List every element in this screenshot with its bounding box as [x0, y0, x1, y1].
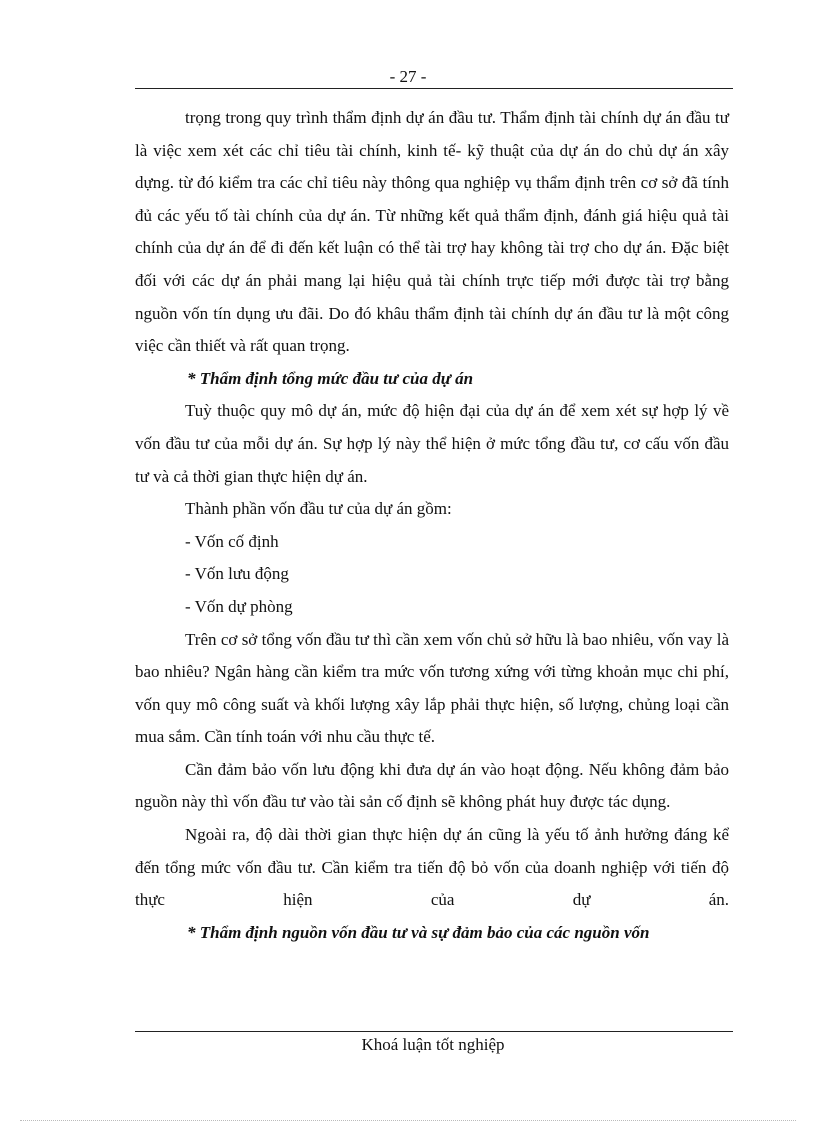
footer-rule — [135, 1031, 733, 1032]
page-number: - 27 - — [389, 67, 427, 86]
paragraph-3: Thành phần vốn đầu tư của dự án gồm: — [185, 499, 452, 519]
page-body — [135, 102, 729, 949]
paragraph-4: Trên cơ sở tổng vốn đầu tư thì cần xem vốn chủ sở hữu là bao nhiêu, vốn vay là bao nhiêu? Ngân hàng cần kiểm tra mức vốn tương xứng với từng khoản mục chi phí, vốn quy mô công suất và khối lượng xây lắp phải thực hiện, số lượng, chủng loại cần mua sắm. Cần tính toán với nhu cầu thực tế. — [135, 629, 729, 747]
paragraph-5: Cần đảm bảo vốn lưu động khi đưa dự án vào hoạt động. Nếu không đảm bảo nguồn này thì vốn đầu tư vào tài sản cố định sẽ không phát huy được tác dụng. — [135, 759, 729, 812]
paragraph-1: trọng trong quy trình thẩm định dự án đầu tư. Thẩm định tài chính dự án đầu tư là việc xem xét các chỉ tiêu tài chính, kinh tế- kỹ thuật của dự án do chủ dự án xây dựng. từ đó kiểm tra các chỉ tiêu này thông qua nghiệp vụ thẩm định trên cơ sở đã tính đủ các yếu tố tài chính của dự án. Từ những kết quả thẩm định, đánh giá hiệu quả tài chính của dự án để đi đến kết luận có thể tài trợ hay không tài trợ cho dự án. Đặc biệt đối với các dự án phải mang lại hiệu quả tài chính trực tiếp mới được tài trợ bằng nguồn vốn tín dụng ưu đãi. Do đó khâu thẩm định tài chính dự án đầu tư là một công việc cần thiết và rất quan trọng. — [135, 108, 729, 356]
section-heading-capital-sources: * Thẩm định nguồn vốn đầu tư và sự đảm bảo của các nguồn vốn — [187, 922, 650, 942]
footer-label: Khoá luận tốt nghiệp — [361, 1035, 505, 1054]
paragraph-2: Tuỳ thuộc quy mô dự án, mức độ hiện đại của dự án để xem xét sự hợp lý về vốn đầu tư của mỗi dự án. Sự hợp lý này thể hiện ở mức tổng đầu tư, cơ cấu vốn đầu tư và cả thời gian thực hiện dự án. — [135, 401, 729, 486]
section-heading-total-investment: * Thẩm định tổng mức đầu tư của dự án — [187, 368, 474, 388]
list-item-fixed-capital: - Vốn cố định — [185, 531, 279, 551]
header-rule — [135, 88, 733, 89]
list-item-working-capital: - Vốn lưu động — [185, 564, 289, 584]
page-edge-divider — [20, 1120, 796, 1121]
list-item-reserve-capital: - Vốn dự phòng — [185, 596, 293, 616]
paragraph-6: Ngoài ra, độ dài thời gian thực hiện dự án cũng là yếu tố ảnh hưởng đáng kể đến tổng mức vốn đầu tư. Cần kiểm tra tiến độ bỏ vốn của doanh nghiệp với tiến độ thực hiện của dự án. — [135, 825, 729, 910]
